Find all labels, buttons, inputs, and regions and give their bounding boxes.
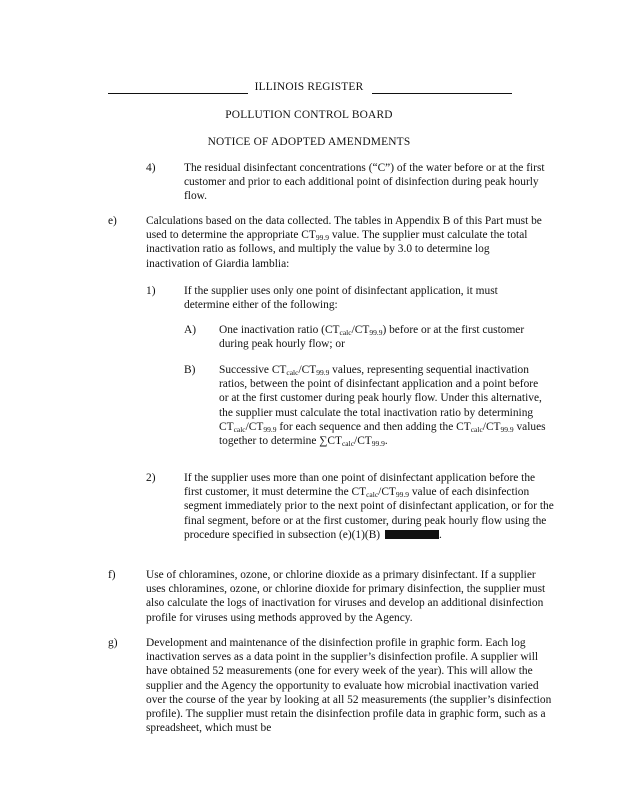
subsection-label: 1) [146, 285, 156, 297]
subsection-text: Calculations based on the data collected. The tables in Appendix B of this Part must be used to determine the appropriate $CT_{99.9}$ value. The supplier must calculate the total inactivation ratio as follows, and multiply the value by 3.0 to determine log inactivation of Giardia lamblia: [146, 215, 542, 270]
header-rule-left [108, 93, 248, 94]
subsection-label: f) [108, 569, 116, 581]
subsection-label: A) [184, 324, 197, 336]
board-title: POLLUTION CONTROL BOARD [225, 109, 393, 121]
subsection-text: One inactivation ratio $(CT_{calc}/CT_{99.9})$ before or at the first customer during peak hourly flow; or [219, 324, 525, 351]
subsection-text: Use of chloramines, ozone, or chlorine dioxide as a primary disinfectant. If a supplier uses chloramines, ozone, or chlorine dioxide for primary disinfection, the supplier must also calculate the logs of inactivation for viruses and develop an additional disinfection profile for viruses using methods approved by the Agency. [146, 569, 546, 624]
subsection-text: The residual disinfectant concentrations (“C”) of the water before or at the first customer and prior to each additional point of disinfection during peak hourly flow. [184, 162, 545, 203]
header-rule-right [372, 93, 512, 94]
subsection-label: e) [108, 215, 117, 227]
subsection-text: If the supplier uses only one point of disinfectant application, it must determine either of the following: [184, 285, 498, 312]
register-title: ILLINOIS REGISTER [254, 81, 364, 93]
subsection-text: If the supplier uses more than one point of disinfectant application before the first customer, it must determine the $CT_{calc}/CT_{99.9}$ value of each disinfection segment immediately prior to the next point of disinfectant application, or for the final segment, before or at the first customer, during peak hourly flow using the procedure specified in subsection (e)(1)(B) . [184, 472, 554, 541]
subsection-text: Successive $CT_{calc}/CT_{99.9}$ values, representing sequential inactivation ratios, between the point of disinfectant application and a point before or at the first customer during peak hourly flow. Under this alternative, the supplier must calculate the total inactivation ratio by determining $CT_{calc}/CT_{99.9}$ for each sequence and then adding the $CT_{calc}/CT_{99.9}$ values together to determine $\sum CT_{calc}/CT_{99.9}$. [219, 364, 546, 449]
struck-out-text [385, 530, 439, 539]
subsection-text: Development and maintenance of the disinfection profile in graphic form. Each log inactivation serves as a data point in the supplier’s disinfection profile. A supplier will have obtained 52 measurements (one for every week of the year). This will allow the supplier and the Agency the opportunity to evaluate how microbial inactivation varied over the course of the year by looking at all 52 measurements (the supplier’s disinfection profile). The supplier must retain the disinfection profile data in graphic form, such as a spreadsheet, which must be [146, 637, 552, 735]
notice-title: NOTICE OF ADOPTED AMENDMENTS [207, 136, 411, 148]
subsection-label: 2) [146, 472, 156, 484]
subsection-label: 4) [146, 162, 156, 174]
subsection-label: B) [184, 364, 196, 376]
subsection-label: g) [108, 637, 118, 649]
